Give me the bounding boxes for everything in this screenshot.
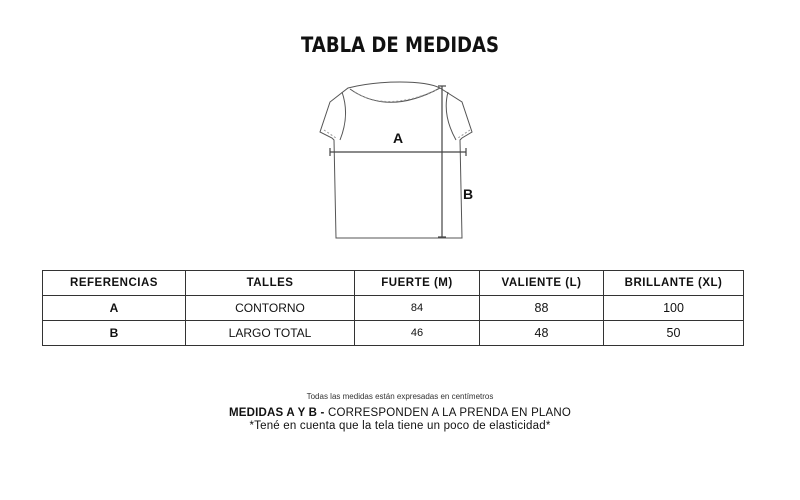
tshirt-diagram [310, 80, 490, 245]
page-title: TABLA DE MEDIDAS [300, 33, 500, 57]
measures-note-text: CORRESPONDEN A LA PRENDA EN PLANO [324, 407, 572, 419]
measure-b-label: B [462, 186, 474, 202]
measure-b-line [438, 86, 446, 237]
measures-note-bold: MEDIDAS A Y B - [228, 407, 325, 419]
cell-talle: LARGO TOTAL [186, 321, 355, 346]
cell-fuerte: 46 [355, 321, 480, 346]
cell-valiente: 88 [480, 296, 604, 321]
cell-brillante: 100 [604, 296, 744, 321]
cell-fuerte: 84 [355, 296, 480, 321]
elasticity-note: *Tené en cuenta que la tela tiene un poco de elasticidad* [249, 420, 551, 432]
notes [0, 392, 800, 433]
header-valiente: VALIENTE (L) [480, 271, 604, 296]
measures-note [0, 407, 800, 420]
header-brillante: BRILLANTE (XL) [604, 271, 744, 296]
measure-a-line [330, 148, 466, 156]
cell-ref: B [43, 321, 186, 346]
header-fuerte: FUERTE (M) [355, 271, 480, 296]
cell-valiente: 48 [480, 321, 604, 346]
cell-ref: A [43, 296, 186, 321]
units-note: Todas las medidas están expresadas en centímetros [306, 392, 494, 401]
table-row [43, 321, 744, 346]
header-referencias: REFERENCIAS [43, 271, 186, 296]
cell-talle: CONTORNO [186, 296, 355, 321]
cell-brillante: 50 [604, 321, 744, 346]
tshirt-neckline [350, 88, 440, 102]
header-talles: TALLES [186, 271, 355, 296]
table-header-row [43, 271, 744, 296]
measure-a-label: A [392, 130, 404, 146]
size-table [42, 270, 744, 346]
tshirt-outline [320, 82, 472, 238]
table-row [43, 296, 744, 321]
